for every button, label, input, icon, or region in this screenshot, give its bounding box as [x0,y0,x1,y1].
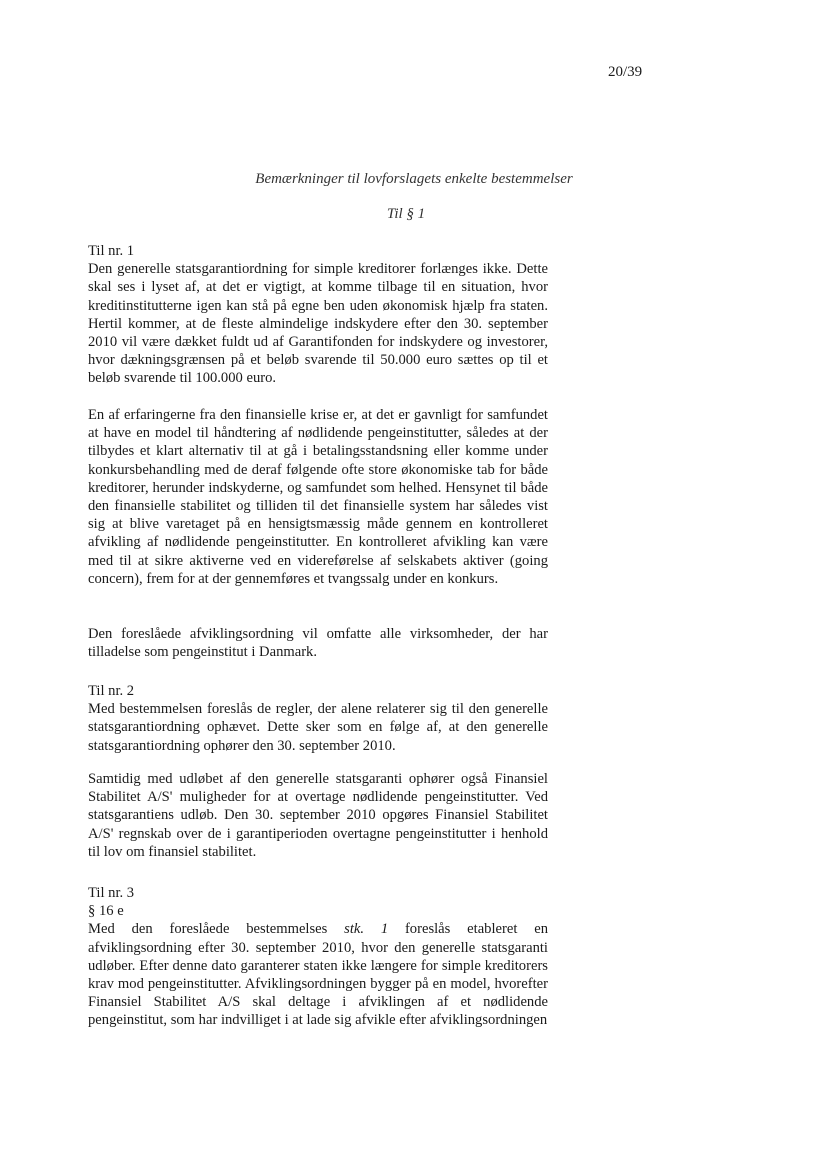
section-label: Til nr. 1 [88,243,135,259]
paragraph: Med bestemmelsen foreslås de regler, der alene relaterer sig til den generelle statsgarantiordning ophævet. Dette sker som en følge af, at den generelle statsgarantiordning ophører den 30. september 2010. [88,701,548,754]
paragraph: Den generelle statsgarantiordning for simple kreditorer forlænges ikke. Dette skal ses i lyset af, at det er vigtigt, at komme tilbage til en situation, hvor kreditinstitutterne igen kan stå på egne ben uden økonomisk hjælp fra staten. Hertil kommer, at de fleste almindelige indskydere efter den 30. september 2010 vil være dækket fuldt ud af Garantifonden for indskydere og investorer, hvor dækningsgrænsen på et beløb svarende til 50.000 euro sættes op til et beløb svarende til 100.000 euro. [88,261,548,387]
paragraph-text-part: foreslås etableret en afviklingsordning efter 30. september 2010, hvor den generelle statsgaranti udløber. Efter denne dato garanterer staten ikke længere for simple kreditorers krav mod pengeinstitutter. Afviklingsordningen bygger på en model, hvorefter Finansiel Stabilitet A/S skal deltage i afviklingen af et nødlidende pengeinstitut, som har indvilliget i at lade sig afvikle efter afviklingsordningen [88,921,548,1029]
paragraph-block [88,770,548,861]
paragraph-block [88,406,548,588]
page-number: 20/39 [608,64,643,80]
section-label: Til nr. 3 [88,885,135,901]
section-label: Til nr. 2 [88,683,135,699]
paragraph: Den foreslåede afviklingsordning vil omfatte alle virksomheder, der har tilladelse som pengeinstitut i Danmark. [88,626,548,661]
section-heading: Til § 1 [386,206,426,222]
page-title: Bemærkninger til lovforslagets enkelte bestemmelser [255,171,573,187]
paragraph-block [88,625,548,661]
section-nr-2 [88,682,548,755]
paragraph: Samtidig med udløbet af den generelle statsgaranti ophører også Finansiel Stabilitet A/S' muligheder for at overtage nødlidende pengeinstitutter. Ved statsgarantiens udløb. Den 30. september 2010 opgøres Finansiel Stabilitet A/S' regnskab over de i garantiperioden overtagne pengeinstitutter i henhold til lov om finansiel stabilitet. [88,771,548,860]
paragraph-italic-part: stk. 1 [344,921,389,938]
section-nr-3 [88,884,548,1030]
paragraph [88,920,548,1029]
section-nr-1 [88,242,548,388]
section-sublabel: § 16 e [88,903,124,920]
paragraph-text-part: Med den foreslåede bestemmelses [88,921,345,938]
paragraph: En af erfaringerne fra den finansielle krise er, at det er gavnligt for samfundet at have en model til håndtering af nødlidende pengeinstitutter, således at der tilbydes et klart alternativ til at gå i betalingsstandsning eller komme under konkursbehandling med de deraf følgende ofte store økonomiske tab for både kreditorer, herunder indskyderne, og samfundet som helhed. Hensynet til både den finansielle stabilitet og tilliden til det finansielle system har således vist sig at blive varetaget på en hensigtsmæssig måde gennem en kontrolleret afvikling af nødlidende pengeinstitutter. En kontrolleret afvikling kan være med til at sikre aktiverne ved en videreførelse af selskabets aktiver (going concern), frem for at der gennemføres et tvangssalg under en konkurs. [88,407,548,587]
